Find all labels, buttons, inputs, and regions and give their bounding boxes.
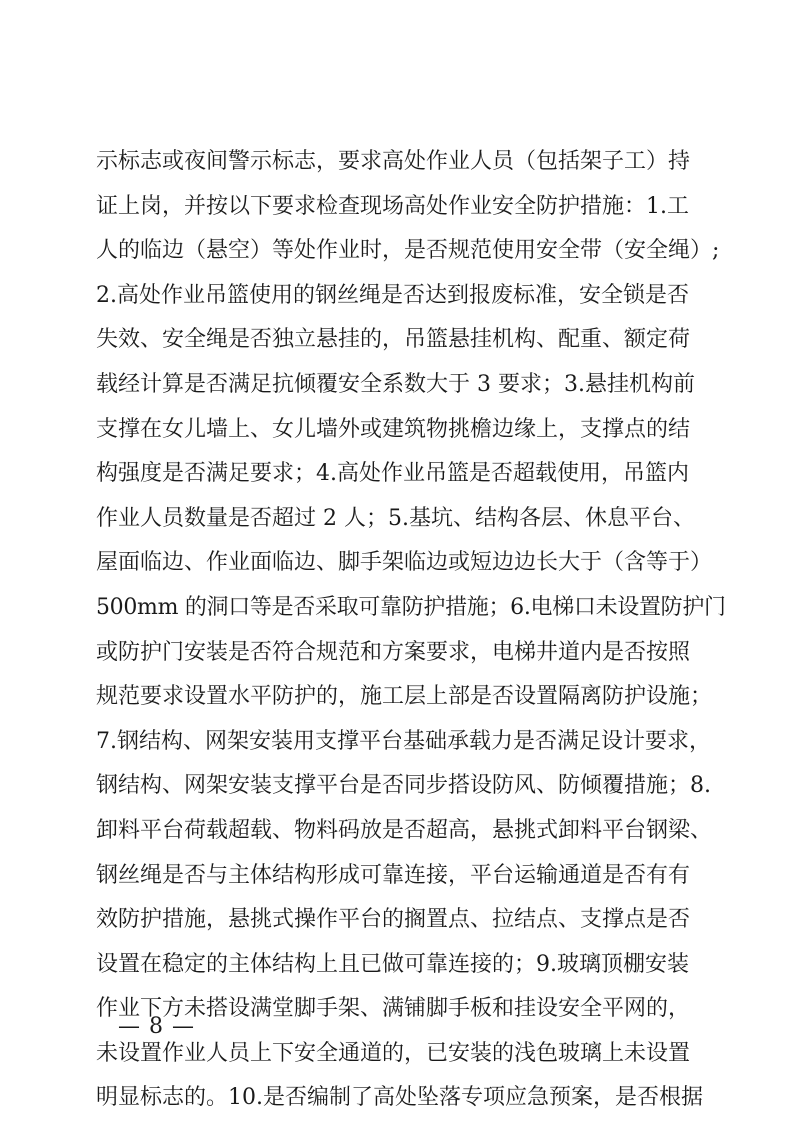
- text-line-11: 500mm 的洞口等是否采取可靠防护措施；6.电梯口未设置防护门: [96, 594, 726, 620]
- text-line-7: 支撑在女儿墙上、女儿墙外或建筑物挑檐边缘上，支撑点的结: [96, 416, 691, 442]
- text-line-10: 屋面临边、作业面临边、脚手架临边或短边边长大于（含等于）: [96, 550, 713, 576]
- text-line-15: 钢结构、网架安装支撑平台是否同步搭设防风、防倾覆措施；8.: [96, 773, 711, 799]
- text-line-19: 设置在稳定的主体结构上且已做可靠连接的；9.玻璃顶棚安装: [96, 951, 689, 977]
- text-line-5: 失效、安全绳是否独立悬挂的，吊篮悬挂机构、配重、额定荷: [96, 327, 691, 353]
- text-line-20: 作业下方未搭设满堂脚手架、满铺脚手板和挂设安全平网的，: [96, 996, 691, 1022]
- text-line-2: 证上岗，并按以下要求检查现场高处作业安全防护措施：1.工: [96, 193, 689, 219]
- text-line-12: 或防护门安装是否符合规范和方案要求，电梯井道内是否按照: [96, 639, 691, 665]
- text-line-6: 载经计算是否满足抗倾覆安全系数大于 3 要求；3.悬挂机构前: [96, 371, 695, 397]
- text-line-9: 作业人员数量是否超过 2 人；5.基坑、结构各层、休息平台、: [96, 505, 695, 531]
- text-line-8: 构强度是否满足要求；4.高处作业吊篮是否超载使用，吊篮内: [96, 461, 689, 487]
- text-line-14: 7.钢结构、网架安装用支撑平台基础承载力是否满足设计要求，: [96, 728, 711, 754]
- page-number: — 8 —: [118, 1014, 195, 1039]
- text-line-13: 规范要求设置水平防护的，施工层上部是否设置隔离防护设施；: [96, 684, 713, 710]
- text-line-22: 明显标志的。10.是否编制了高处坠落专项应急预案，是否根据: [96, 1085, 703, 1111]
- text-line-18: 效防护措施，悬挑式操作平台的搁置点、拉结点、支撑点是否: [96, 907, 691, 933]
- text-line-16: 卸料平台荷载超载、物料码放是否超高，悬挑式卸料平台钢梁、: [96, 817, 713, 843]
- body-text: [96, 140, 726, 1121]
- text-line-21: 未设置作业人员上下安全通道的，已安装的浅色玻璃上未设置: [96, 1040, 691, 1066]
- text-line-17: 钢丝绳是否与主体结构形成可靠连接，平台运输通道是否有有: [96, 862, 691, 888]
- text-line-1: 示标志或夜间警示标志，要求高处作业人员（包括架子工）持: [96, 149, 691, 174]
- text-line-4: 2.高处作业吊篮使用的钢丝绳是否达到报废标准，安全锁是否: [96, 282, 689, 308]
- text-line-3: 人的临边（悬空）等处作业时，是否规范使用安全带（安全绳）;: [96, 238, 720, 264]
